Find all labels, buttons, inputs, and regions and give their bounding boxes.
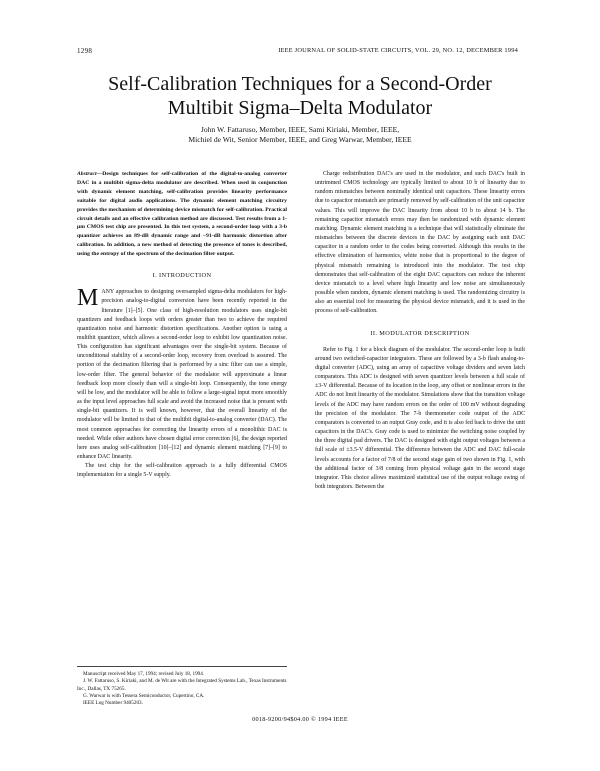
abstract-label: Abstract— xyxy=(77,171,103,177)
introduction-paragraph-2: The test chip for the self-calibration approach is a fully differential CMOS implementation for a single 5-V supply. xyxy=(77,463,287,479)
authors-line-1: John W. Fattaruso, Member, IEEE, Sami Kiriaki, Member, IEEE, xyxy=(200,125,400,134)
right-column xyxy=(315,170,525,492)
paper-title xyxy=(0,72,600,120)
title-line-1: Self-Calibration Techniques for a Second-Order xyxy=(108,73,492,95)
title-line-2: Multibit Sigma–Delta Modulator xyxy=(167,97,433,119)
section-heading-modulator-description: II. MODULATOR DESCRIPTION xyxy=(370,329,470,337)
footnote-received: Manuscript received May 17, 1994; revised July 18, 1994. xyxy=(83,671,205,677)
page-number: 1298 xyxy=(77,47,93,55)
left-column xyxy=(77,170,287,481)
authors-line-2: Michiel de Wit, Senior Member, IEEE, and Greg Warwar, Member, IEEE xyxy=(188,135,412,144)
journal-running-header: IEEE JOURNAL OF SOLID-STATE CIRCUITS, VOL. 29, NO. 12, DECEMBER 1994 xyxy=(278,47,518,54)
footnote-ieee-log: IEEE Log Number 9405203. xyxy=(83,700,143,707)
first-page-footnote xyxy=(77,666,287,707)
drop-cap: M xyxy=(77,285,99,312)
footnote-affiliation: J. W. Fattaruso, S. Kiriaki, and M. de Wit are with the Integrated Systems Lab., Texas Instruments Inc., Dallas, TX 75265. xyxy=(77,678,287,692)
right-paragraph-2: Refer to Fig. 1 for a block diagram of the modulator. The second-order loop is built around two switched-capacitor integrators. These are followed by a 3-b flash analog-to-digital converter (ADC), using an array of capacitive voltage dividers and seven latch comparators. This ADC is designed with seven quantizer levels between a full scale of ±3-V differential. Because of its location in the loop, any offset or nonlinear errors in the ADC do not limit linearity of the modulator. Simulations show that the transition voltage levels of the ADC may have random errors on the order of 100 mV without degrading the precision of the modulator. The 7-b thermometer code output of the ADC comparators is converted to an output Gray code, and it is also fed back to drive the unit capacitors in the DAC's. Gray code is used to minimize the switching noise coupled by the three digital pad drivers. The DAC is designed with eight output voltages between a full scale of ±3.5-V differential. The difference between the ADC and DAC full-scale levels accounts for a factor of 7/8 of the second stage gain of two shown in Fig. 1, with the additional factor of 3/8 coming from physical voltage gain in the second stage integrator. This choice allows maximized statistical use of the output voltage swing of both integrators. Between the xyxy=(315,346,525,490)
copyright-line: 0018-9200/94$04.00 © 1994 IEEE xyxy=(252,716,348,723)
abstract xyxy=(77,170,287,259)
footnote-warwar: G. Warwar is with Tessera Semiconductor, Cupertino, CA. xyxy=(83,692,205,699)
introduction-paragraph-1-text: ANY approaches to designing oversampled sigma-delta modulators for high-precision analog-to-digital conversion have been recently reported in the literature [1]–[5]. One class of high-resolution modulators uses single-bit quantizers and feedback loops with orders greater than two to achieve the required quantization noise and harmonic distortion specifications. Another option is using a multibit quantizer, which allows a second-order loop to exhibit low quantization noise. This configuration has significant advantages over the single-bit system. Because of unconditional stability of a second-order loop, recovery from overload is assured. The portion of the decimation filtering that is performed by a sinc filter can use a simple, low-order filter. The general behavior of the modulator will approximate a linear feedback loop more closely than will a single-bit loop. Consequently, the tone energy will be low, and the modulator will be able to follow a large-signal input more smoothly as the input level approaches full scale and avoid the increased noise that is present with single-bit quantizers. It is well known, however, that the overall linearity of the modulator will be limited to that of the multibit digital-to-analog converter (DAC). The most common approaches for correcting the linearity errors of a monolithic DAC is needed. While other authors have chosen digital error correction [6], the design reported here uses analog self-calibration [10]–[12] and dynamic element matching [7]–[9] to enhance DAC linearity. xyxy=(77,289,287,461)
introduction-paragraph-1 xyxy=(77,285,287,462)
author-list xyxy=(0,125,600,145)
section-heading-introduction: I. INTRODUCTION xyxy=(152,272,212,280)
abstract-text: Design techniques for self-calibration of the digital-to-analog converter DAC in a multibit sigma-delta modulator are described. When used in conjunction with dynamic element matching, self-calibration provides linearity performance suitable for digital audio applications. The dynamic element matching circuitry provides the mechanism of determining device mismatch for self-calibration. Practical circuit details and an effective calibration method are discussed. Test results from a 1-μm CMOS test chip are presented. In this test system, a second-order loop with a 3-b quantizer achieves an 89-dB dynamic range and −91-dB harmonic distortion after calibration. In addition, a new method of detecting the presence of tones is described, using the entropy of the spectrum of the decimation filter output. xyxy=(77,171,287,258)
right-paragraph-1: Charge redistribution DAC's are used in the modulator, and such DAC's built in untrimmed CMOS technology are typically limited to about 10 b of linearity due to random mismatches between nominally identical unit capacitors. These linearity errors due to capacitor mismatch are primarily removed by self-calibration of the unit capacitor values. This will improve the DAC linearity from about 10 b to about 14 b. The remaining capacitor mismatch errors may then be randomized with dynamic element matching. Dynamic element matching is a technique that will statistically eliminate the mismatches between the discrete devices in the DAC by assigning each unit DAC capacitor in a random order to the codes being converted. Although this results in the effective elimination of harmonics, white noise that is proportional to the degree of physical mismatch remaining is introduced into the modulator. The test chip demonstrates that self-calibration of the eight DAC capacitors can reduce the inherent device mismatch to a level where high linearity and low noise are simultaneously possible when random, dynamic element matching is used. The randomizing circuitry is also an essential tool for measuring the physical device mismatch, and it is used in the process of self-calibration. xyxy=(315,171,525,315)
